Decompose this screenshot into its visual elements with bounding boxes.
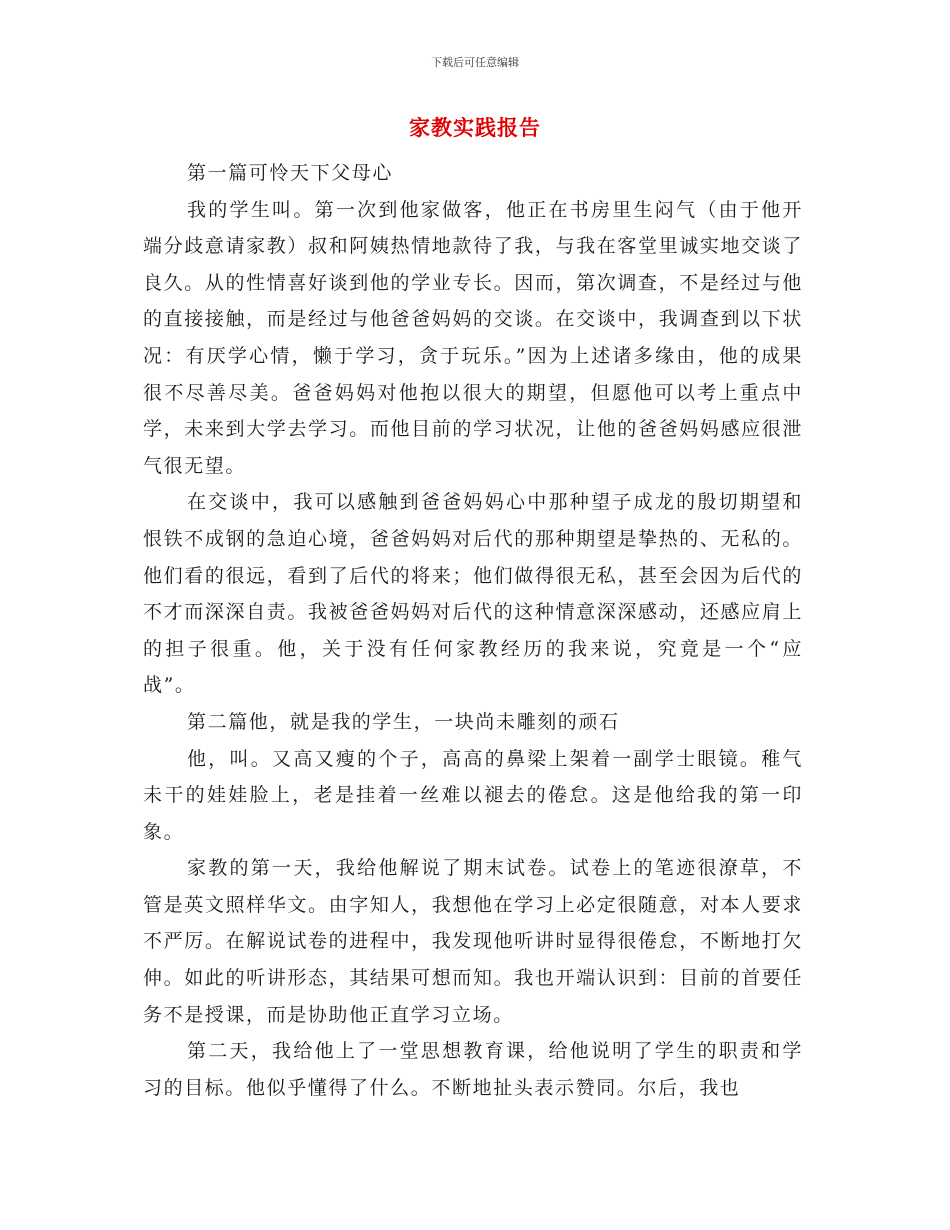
document-title: 家教实践报告 bbox=[409, 116, 541, 140]
paragraph: 第二天，我给他上了一堂思想教育课，给他说明了学生的职责和学习的目标。他似乎懂得了什么。不断地扯头表示赞同。尔后，我也 bbox=[143, 1040, 803, 1099]
paragraph: 我的学生叫。第一次到他家做客，他正在书房里生闷气（由于他开端分歧意请家教）叔和阿姨热情地款待了我，与我在客堂里诚实地交谈了良久。从的性情喜好谈到他的学业专长。因而，第次调查，不是经过与他的直接接触，而是经过与他爸爸妈妈的交谈。在交谈中，我调查到以下状况：有厌学心情，懒于学习，贪于玩乐。”因为上述诸多缘由，他的成果很不尽善尽美。爸爸妈妈对他抱以很大的期望，但愿他可以考上重点中学，未来到大学去学习。而他目前的学习状况，让他的爸爸妈妈感应很泄气很无望。 bbox=[143, 198, 803, 477]
document-body bbox=[143, 155, 803, 1106]
section-heading-1: 第一篇可怜天下父母心 bbox=[187, 162, 394, 184]
section-heading-2: 第二篇他，就是我的学生，一块尚未雕刻的顽石 bbox=[187, 710, 620, 733]
paragraph: 在交谈中，我可以感触到爸爸妈妈心中那种望子成龙的殷切期望和恨铁不成钢的急迫心境，爸爸妈妈对后代的那种期望是挚热的、无私的。他们看的很远，看到了后代的将来；他们做得很无私，甚至会因为后代的不才而深深自责。我被爸爸妈妈对后代的这种情意深深感动，还感应肩上的担子很重。他，关于没有任何家教经历的我来说，究竟是一个“应战”。 bbox=[143, 491, 803, 697]
header-note: 下载后可任意编辑 bbox=[431, 56, 519, 69]
paragraph: 家教的第一天，我给他解说了期末试卷。试卷上的笔迹很潦草，不管是英文照样华文。由字知人，我想他在学习上必定很随意，对本人要求不严厉。在解说试卷的进程中，我发现他听讲时显得很倦怠，不断地打欠伸。如此的听讲形态，其结果可想而知。我也开端认识到：目前的首要任务不是授课，而是协助他正直学习立场。 bbox=[143, 857, 803, 1026]
paragraph: 他，叫。又高又瘦的个子，高高的鼻梁上架着一副学士眼镜。稚气未干的娃娃脸上，老是挂着一丝难以褪去的倦怠。这是他给我的第一印象。 bbox=[143, 747, 803, 843]
